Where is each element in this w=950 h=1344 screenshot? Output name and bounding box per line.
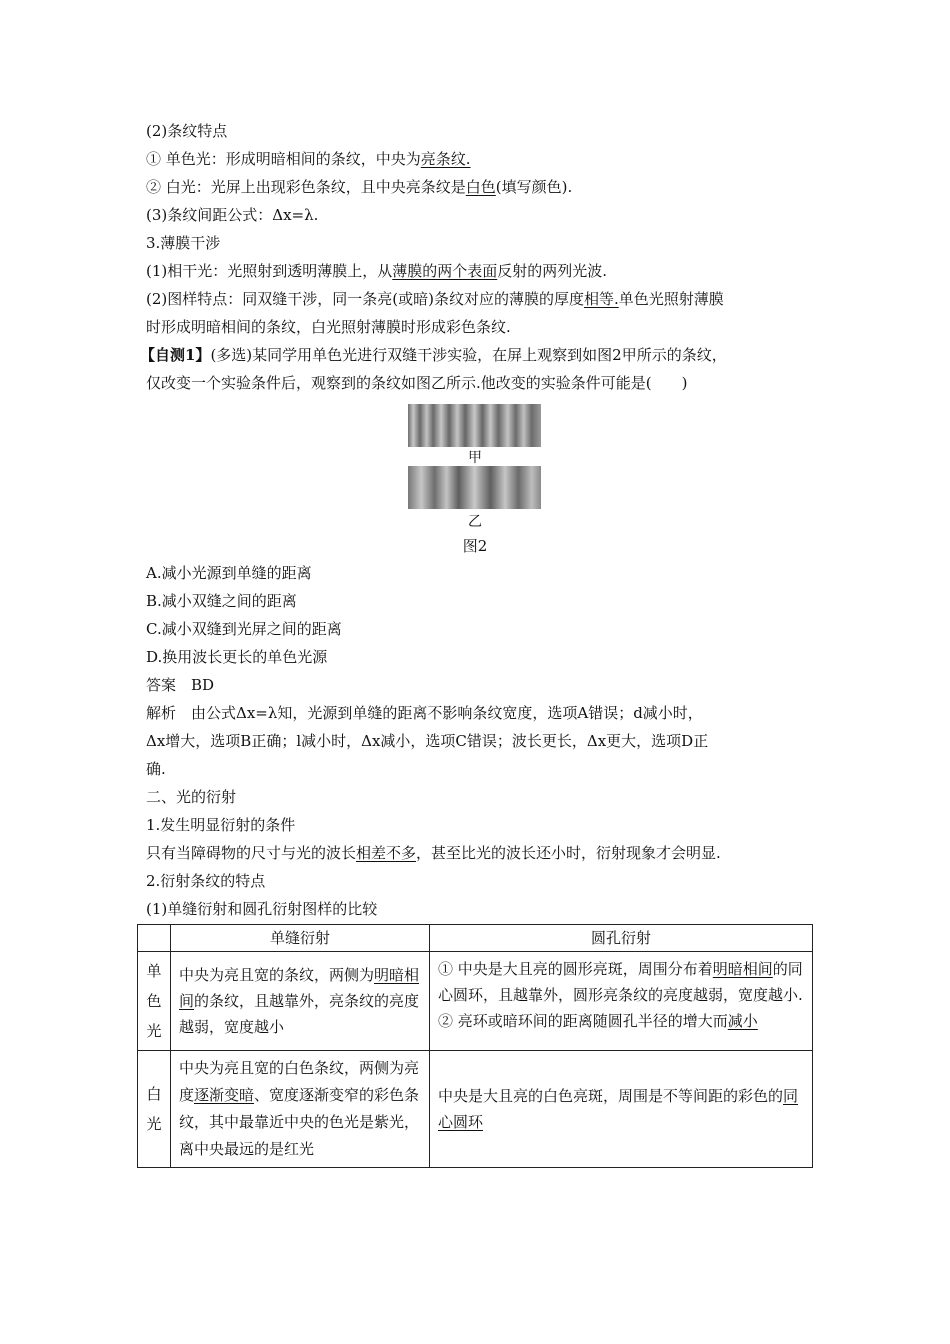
option-c: C.减小双缝到光屏之间的距离: [146, 620, 342, 638]
diffraction-features-title: 2.衍射条纹的特点: [146, 872, 266, 890]
table-header-row: [138, 925, 813, 952]
fig-label-b: 乙: [468, 514, 482, 530]
question-line-1: 【自测1】(多选)某同学用单色光进行双缝干涉实验，在屏上观察到如图2甲所示的条纹，: [140, 346, 727, 364]
fringe-image-a: [408, 404, 541, 447]
film-pattern-line-2: 时形成明暗相间的条纹，白光照射薄膜时形成彩色条纹.: [146, 318, 511, 336]
analysis-line-3: 确.: [146, 760, 166, 778]
table-row-white: [138, 1051, 813, 1168]
table-corner-cell: [138, 925, 171, 952]
fig-label-a: 甲: [468, 450, 482, 466]
row-head-white: 白 光: [138, 1051, 171, 1168]
mono-light-line: ① 单色光：形成明暗相间的条纹，中央为亮条纹.: [146, 150, 471, 168]
option-b: B.减小双缝之间的距离: [146, 592, 297, 610]
white-light-line: ② 白光：光屏上出现彩色条纹，且中央亮条纹是白色(填写颜色).: [146, 178, 573, 196]
comparison-table: [137, 924, 813, 1168]
header-circular-hole: 圆孔衍射: [430, 925, 813, 952]
analysis-line-1: 解析 由公式Δx=λ知，光源到单缝的距离不影响条纹宽度，选项A错误；d减小时，: [146, 704, 703, 722]
fringe-image-b: [408, 466, 541, 509]
figure-caption: 图2: [462, 537, 488, 555]
cell-mono-circular-hole: ① 中央是大且亮的圆形亮斑，周围分布着明暗相间的同心圆环，且越靠外，圆形亮条纹的亮度越弱，宽度越小. ② 亮环或暗环间的距离随圆孔半径的增大而减小: [430, 952, 813, 1051]
table-row-mono: [138, 952, 813, 1051]
film-coherent-line: (1)相干光：光照射到透明薄膜上，从薄膜的两个表面反射的两列光波.: [146, 262, 608, 280]
cell-mono-single-slit: 中央为亮且宽的条纹，两侧为明暗相间的条纹，且越靠外，亮条纹的亮度越弱，宽度越小: [171, 952, 430, 1051]
row-head-mono: 单 色 光: [138, 952, 171, 1051]
diffraction-title: 二、光的衍射: [146, 788, 237, 806]
diffraction-condition-title: 1.发生明显衍射的条件: [146, 816, 296, 834]
question-line-2: 仅改变一个实验条件后，观察到的条纹如图乙所示.他改变的实验条件可能是( ): [146, 374, 688, 392]
option-d: D.换用波长更长的单色光源: [146, 648, 328, 666]
film-pattern-line-1: (2)图样特点：同双缝干涉，同一条亮(或暗)条纹对应的薄膜的厚度相等.单色光照射薄膜: [146, 290, 724, 308]
thin-film-title: 3.薄膜干涉: [146, 234, 221, 252]
diffraction-compare-subtitle: (1)单缝衍射和圆孔衍射图样的比较: [146, 900, 378, 918]
cell-white-circular-hole: 中央是大且亮的白色亮斑，周围是不等间距的彩色的同心圆环: [430, 1051, 813, 1168]
analysis-line-2: Δx增大，选项B正确；l减小时，Δx减小，选项C错误；波长更长，Δx更大，选项D正: [146, 732, 709, 750]
option-a: A.减小光源到单缝的距离: [146, 564, 312, 582]
spacing-formula: (3)条纹间距公式：Δx=λ.: [146, 206, 319, 224]
diffraction-condition-text: 只有当障碍物的尺寸与光的波长相差不多，甚至比光的波长还小时，衍射现象才会明显.: [146, 844, 721, 862]
cell-white-single-slit: 中央为亮且宽的白色条纹，两侧为亮度逐渐变暗、宽度逐渐变窄的彩色条纹，其中最靠近中央的色光是紫光，离中央最远的是红光: [171, 1051, 430, 1168]
section-title-fringe-features: (2)条纹特点: [146, 122, 228, 140]
header-single-slit: 单缝衍射: [171, 925, 430, 952]
answer-line: 答案 BD: [146, 676, 215, 694]
